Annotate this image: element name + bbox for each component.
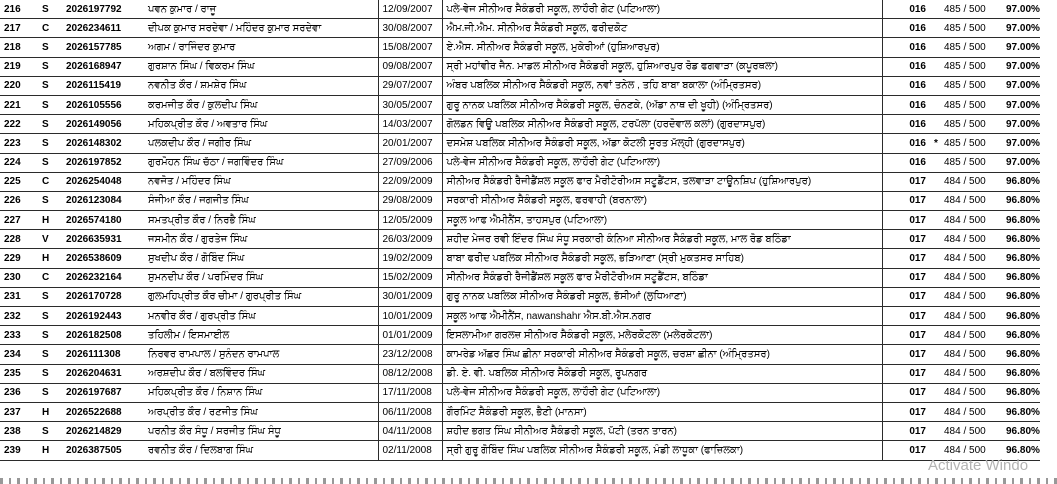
school-name-cell: ਅੰਬਰ ਪਬਲਿਕ ਸੀਨੀਅਰ ਸੈਕੰਡਰੀ ਸਕੂਲ, ਨਵਾਂ ਤਨੇਲ , ਤਹਿ ਬਾਬਾ ਬਕਾਲਾ (ਅੰਮ੍ਰਿਤਸਰ)	[442, 76, 882, 95]
marks-cell: 484 / 500	[940, 441, 1002, 460]
rank-cell: 231	[0, 287, 38, 306]
date-of-birth-cell: 04/11/2008	[378, 422, 442, 441]
table-row	[0, 172, 1040, 191]
percentage-cell: 96.80%	[1002, 287, 1040, 306]
position-code-cell: 016	[882, 38, 930, 57]
roll-number-cell: 2026232164	[62, 268, 144, 287]
date-of-birth-cell: 30/05/2007	[378, 95, 442, 114]
school-name-cell: ਪਲੇ-ਵੇਜ ਸੀਨੀਅਰ ਸੈਕੰਡਰੀ ਸਕੂਲ, ਲਾਹੌਰੀ ਗੇਟ (ਪਟਿਆਲਾ)	[442, 153, 882, 172]
percentage-cell: 96.80%	[1002, 268, 1040, 287]
category-cell: S	[38, 76, 62, 95]
position-code-cell: 017	[882, 402, 930, 421]
roll-number-cell: 2026170728	[62, 287, 144, 306]
roll-number-cell: 2026168947	[62, 57, 144, 76]
star-mark-cell	[930, 172, 940, 191]
roll-number-cell: 2026149056	[62, 115, 144, 134]
table-row	[0, 211, 1040, 230]
marks-cell: 485 / 500	[940, 95, 1002, 114]
percentage-cell: 97.00%	[1002, 95, 1040, 114]
marks-cell: 484 / 500	[940, 422, 1002, 441]
rank-cell: 216	[0, 0, 38, 19]
rank-cell: 223	[0, 134, 38, 153]
rank-cell: 239	[0, 441, 38, 460]
star-mark-cell	[930, 287, 940, 306]
roll-number-cell: 2026635931	[62, 230, 144, 249]
roll-number-cell: 2026157785	[62, 38, 144, 57]
rank-cell: 232	[0, 307, 38, 326]
roll-number-cell: 2026522688	[62, 402, 144, 421]
student-name-cell: ਮਹਿਕਪ੍ਰੀਤ ਕੌਰ / ਨਿਸ਼ਾਨ ਸਿੰਘ	[144, 383, 378, 402]
category-cell: S	[38, 38, 62, 57]
date-of-birth-cell: 02/11/2008	[378, 441, 442, 460]
student-name-cell: ਗੁਲਮਹਿਪ੍ਰੀਤ ਕੌਰ ਚੀਮਾ / ਗੁਰਪ੍ਰੀਤ ਸਿੰਘ	[144, 287, 378, 306]
date-of-birth-cell: 29/08/2009	[378, 191, 442, 210]
category-cell: S	[38, 134, 62, 153]
star-mark-cell	[930, 153, 940, 172]
table-row	[0, 57, 1040, 76]
student-name-cell: ਗੁਰਮੋਹਨ ਸਿੰਘ ਚੱਠਾ / ਜਗਵਿੰਦਰ ਸਿੰਘ	[144, 153, 378, 172]
school-name-cell: ਸੀਨੀਅਰ ਸੈਕੰਡਰੀ ਰੈਜੀਡੈਂਸ਼ਲ ਸਕੂਲ ਫਾਰ ਮੈਰੀਟੋਰੀਅਸ ਸਟੂਡੈਂਟਸ, ਤਲਵਾੜਾ ਟਾਊਨਸ਼ਿਪ (ਹੁਸ਼ਿਆਰਪੁਰ)	[442, 172, 882, 191]
rank-cell: 230	[0, 268, 38, 287]
school-name-cell: ਡੀ. ਏ. ਵੀ. ਪਬਲਿਕ ਸੀਨੀਅਰ ਸੈਕੰਡਰੀ ਸਕੂਲ, ਰੂਪਨਗਰ	[442, 364, 882, 383]
school-name-cell: ਸੀਨੀਅਰ ਸੈਕੰਡਰੀ ਰੈਜੀਡੈਂਸ਼ਲ ਸਕੂਲ ਫਾਰ ਮੈਰੀਟੋਰੀਅਸ ਸਟੂਡੈਂਟਸ, ਬਠਿੰਡਾ	[442, 268, 882, 287]
table-row	[0, 422, 1040, 441]
school-name-cell: ਗੁਰੂ ਨਾਨਕ ਪਬਲਿਕ ਸੀਨੀਅਰ ਸੈਕੰਡਰੀ ਸਕੂਲ, ਚੰਨਣਕੇ, (ਅੱਡਾ ਨਾਥ ਦੀ ਖੂਹੀ) (ਅੰਮ੍ਰਿਤਸਰ)	[442, 95, 882, 114]
date-of-birth-cell: 27/09/2006	[378, 153, 442, 172]
position-code-cell: 016	[882, 115, 930, 134]
category-cell: H	[38, 441, 62, 460]
marks-cell: 484 / 500	[940, 287, 1002, 306]
percentage-cell: 96.80%	[1002, 441, 1040, 460]
rank-cell: 217	[0, 19, 38, 38]
table-row	[0, 19, 1040, 38]
rank-cell: 237	[0, 402, 38, 421]
category-cell: S	[38, 326, 62, 345]
student-name-cell: ਸੰਜੀਆ ਕੌਰ / ਜਗਜੀਤ ਸਿੰਘ	[144, 191, 378, 210]
percentage-cell: 97.00%	[1002, 76, 1040, 95]
star-mark-cell	[930, 19, 940, 38]
marks-cell: 485 / 500	[940, 153, 1002, 172]
date-of-birth-cell: 30/08/2007	[378, 19, 442, 38]
student-name-cell: ਸੁਮਨਦੀਪ ਕੌਰ / ਪਰਮਿੰਦਰ ਸਿੰਘ	[144, 268, 378, 287]
position-code-cell: 017	[882, 422, 930, 441]
star-mark-cell	[930, 76, 940, 95]
category-cell: S	[38, 383, 62, 402]
star-mark-cell	[930, 0, 940, 19]
roll-number-cell: 2026197792	[62, 0, 144, 19]
date-of-birth-cell: 15/08/2007	[378, 38, 442, 57]
star-mark-cell	[930, 402, 940, 421]
star-mark-cell	[930, 38, 940, 57]
student-name-cell: ਅਗਮ / ਰਾਜਿੰਦਰ ਕੁਮਾਰ	[144, 38, 378, 57]
position-code-cell: 017	[882, 345, 930, 364]
position-code-cell: 017	[882, 307, 930, 326]
date-of-birth-cell: 30/01/2009	[378, 287, 442, 306]
star-mark-cell	[930, 326, 940, 345]
percentage-cell: 96.80%	[1002, 249, 1040, 268]
date-of-birth-cell: 01/01/2009	[378, 326, 442, 345]
marks-cell: 484 / 500	[940, 211, 1002, 230]
category-cell: S	[38, 422, 62, 441]
rank-cell: 233	[0, 326, 38, 345]
table-row	[0, 95, 1040, 114]
position-code-cell: 016	[882, 153, 930, 172]
percentage-cell: 96.80%	[1002, 345, 1040, 364]
star-mark-cell	[930, 211, 940, 230]
table-row	[0, 364, 1040, 383]
student-name-cell: ਪਲਕਦੀਪ ਕੌਰ / ਜਗੀਰ ਸਿੰਘ	[144, 134, 378, 153]
percentage-cell: 97.00%	[1002, 57, 1040, 76]
percentage-cell: 97.00%	[1002, 115, 1040, 134]
roll-number-cell: 2026538609	[62, 249, 144, 268]
school-name-cell: ਗੁਰੂ ਨਾਨਕ ਪਬਲਿਕ ਸੀਨੀਅਰ ਸੈਕੰਡਰੀ ਸਕੂਲ, ਭੱਸੀਆਂ (ਲੁਧਿਆਣਾ)	[442, 287, 882, 306]
rank-cell: 222	[0, 115, 38, 134]
school-name-cell: ਸਕੂਲ ਆਫ ਐਮੀਨੈਂਸ, ਤਾਹਸਪੁਰ (ਪਟਿਆਲਾ)	[442, 211, 882, 230]
position-code-cell: 017	[882, 268, 930, 287]
percentage-cell: 96.80%	[1002, 402, 1040, 421]
category-cell: V	[38, 230, 62, 249]
position-code-cell: 017	[882, 230, 930, 249]
category-cell: S	[38, 345, 62, 364]
student-name-cell: ਗੁਰਸ਼ਾਨ ਸਿੰਘ / ਵਿਕਰਮ ਸਿੰਘ	[144, 57, 378, 76]
category-cell: S	[38, 307, 62, 326]
position-code-cell: 017	[882, 287, 930, 306]
school-name-cell: ਕਾਮਰੇਡ ਅੱਛਰ ਸਿੰਘ ਛੀਨਾ ਸਰਕਾਰੀ ਸੀਨੀਅਰ ਸੈਕੰਡਰੀ ਸਕੂਲ, ਚਰਸ਼ਾ ਛੀਨਾ (ਅੰਮ੍ਰਿਤਸਰ)	[442, 345, 882, 364]
marks-cell: 484 / 500	[940, 402, 1002, 421]
position-code-cell: 016	[882, 76, 930, 95]
marks-cell: 484 / 500	[940, 191, 1002, 210]
date-of-birth-cell: 23/12/2008	[378, 345, 442, 364]
marks-cell: 484 / 500	[940, 172, 1002, 191]
percentage-cell: 96.80%	[1002, 364, 1040, 383]
rank-cell: 235	[0, 364, 38, 383]
marks-cell: 485 / 500	[940, 115, 1002, 134]
school-name-cell: ਪਲੇ-ਵੇਜ ਸੀਨੀਅਰ ਸੈਕੰਡਰੀ ਸਕੂਲ, ਲਾਹੌਰੀ ਗੇਟ (ਪਟਿਆਲਾ)	[442, 383, 882, 402]
category-cell: H	[38, 402, 62, 421]
roll-number-cell: 2026115419	[62, 76, 144, 95]
percentage-cell: 96.80%	[1002, 172, 1040, 191]
date-of-birth-cell: 08/12/2008	[378, 364, 442, 383]
school-name-cell: ਸਰਕਾਰੀ ਸੀਨੀਅਰ ਸੈਕੰਡਰੀ ਸਕੂਲ, ਫਰਵਾਹੀ (ਬਰਨਾਲਾ)	[442, 191, 882, 210]
student-name-cell: ਨਵਜੋਤ / ਮਹਿੰਦਰ ਸਿੰਘ	[144, 172, 378, 191]
school-name-cell: ਸ਼ਹੀਦ ਮੇਜਰ ਰਵੀ ਇੰਦਰ ਸਿੰਘ ਸੰਧੂ ਸਰਕਾਰੀ ਕੰਨਿਆ ਸੀਨੀਅਰ ਸੈਕੰਡਰੀ ਸਕੂਲ, ਮਾਲ ਰੋਡ ਬਠਿੰਡਾ	[442, 230, 882, 249]
activation-watermark: Activate Windo	[928, 457, 1029, 474]
date-of-birth-cell: 06/11/2008	[378, 402, 442, 421]
position-code-cell: 017	[882, 172, 930, 191]
marks-cell: 484 / 500	[940, 249, 1002, 268]
category-cell: S	[38, 153, 62, 172]
rank-cell: 238	[0, 422, 38, 441]
marks-cell: 484 / 500	[940, 230, 1002, 249]
student-name-cell: ਅਰਪ੍ਰੀਤ ਕੌਰ / ਰਣਜੀਤ ਸਿੰਘ	[144, 402, 378, 421]
star-mark-cell	[930, 383, 940, 402]
table-row	[0, 0, 1040, 19]
school-name-cell: ਸ਼ਹੀਦ ਭਗਤ ਸਿੰਘ ਸੀਨੀਅਰ ਸੈਕੰਡਰੀ ਸਕੂਲ, ਪੱਟੀ (ਤਰਨ ਤਾਰਨ)	[442, 422, 882, 441]
table-row	[0, 402, 1040, 421]
table-row	[0, 383, 1040, 402]
percentage-cell: 97.00%	[1002, 19, 1040, 38]
student-name-cell: ਅਰਸ਼ਦੀਪ ਕੌਰ / ਬਲਵਿੰਦਰ ਸਿੰਘ	[144, 364, 378, 383]
date-of-birth-cell: 15/02/2009	[378, 268, 442, 287]
student-name-cell: ਕਰਮਜੀਤ ਕੌਰ / ਕੁਲਦੀਪ ਸਿੰਘ	[144, 95, 378, 114]
date-of-birth-cell: 09/08/2007	[378, 57, 442, 76]
table-row	[0, 345, 1040, 364]
student-name-cell: ਤਹਿਲੀਮ / ਇਸਮਾਈਲ	[144, 326, 378, 345]
date-of-birth-cell: 22/09/2009	[378, 172, 442, 191]
star-mark-cell	[930, 422, 940, 441]
percentage-cell: 96.80%	[1002, 211, 1040, 230]
date-of-birth-cell: 10/01/2009	[378, 307, 442, 326]
position-code-cell: 016	[882, 57, 930, 76]
position-code-cell: 017	[882, 383, 930, 402]
rank-cell: 220	[0, 76, 38, 95]
table-row	[0, 134, 1040, 153]
date-of-birth-cell: 14/03/2007	[378, 115, 442, 134]
table-row	[0, 230, 1040, 249]
position-code-cell: 016	[882, 95, 930, 114]
date-of-birth-cell: 12/05/2009	[378, 211, 442, 230]
roll-number-cell: 2026197687	[62, 383, 144, 402]
table-row	[0, 38, 1040, 57]
marks-cell: 484 / 500	[940, 345, 1002, 364]
rank-cell: 226	[0, 191, 38, 210]
date-of-birth-cell: 17/11/2008	[378, 383, 442, 402]
table-row	[0, 287, 1040, 306]
table-row	[0, 115, 1040, 134]
marks-cell: 485 / 500	[940, 57, 1002, 76]
star-mark-cell	[930, 364, 940, 383]
student-name-cell: ਸੁਖਦੀਪ ਕੌਰ / ਗੋਬਿੰਦ ਸਿੰਘ	[144, 249, 378, 268]
percentage-cell: 96.80%	[1002, 326, 1040, 345]
category-cell: S	[38, 57, 62, 76]
student-name-cell: ਮਨਵੀਰ ਕੌਰ / ਗੁਰਪ੍ਰੀਤ ਸਿੰਘ	[144, 307, 378, 326]
roll-number-cell: 2026192443	[62, 307, 144, 326]
rank-cell: 225	[0, 172, 38, 191]
star-mark-cell	[930, 307, 940, 326]
table-row	[0, 268, 1040, 287]
star-mark-cell	[930, 115, 940, 134]
school-name-cell: ਗੋਲਡਨ ਵਿਊ ਪਬਲਿਕ ਸੀਨੀਅਰ ਸੈਕੰਡਰੀ ਸਕੂਲ, ਟਰਪੱਲਾ (ਹਰਦੋਵਾਲ ਕਲਾਂ) (ਗੁਰਦਾਸਪੁਰ)	[442, 115, 882, 134]
position-code-cell: 017	[882, 326, 930, 345]
percentage-cell: 97.00%	[1002, 153, 1040, 172]
marks-cell: 484 / 500	[940, 268, 1002, 287]
star-mark-cell	[930, 191, 940, 210]
rank-cell: 221	[0, 95, 38, 114]
rank-cell: 219	[0, 57, 38, 76]
rank-cell: 224	[0, 153, 38, 172]
roll-number-cell: 2026387505	[62, 441, 144, 460]
position-code-cell: 017	[882, 249, 930, 268]
position-code-cell: 016	[882, 19, 930, 38]
roll-number-cell: 2026254048	[62, 172, 144, 191]
school-name-cell: ਪਲੇ-ਵੇਜ ਸੀਨੀਅਰ ਸੈਕੰਡਰੀ ਸਕੂਲ, ਲਾਹੌਰੀ ਗੇਟ (ਪਟਿਆਲਾ)	[442, 0, 882, 19]
category-cell: S	[38, 287, 62, 306]
table-row	[0, 76, 1040, 95]
table-row	[0, 191, 1040, 210]
marks-cell: 485 / 500	[940, 134, 1002, 153]
school-name-cell: ਗੌਰਮਿੰਟ ਸੈਕੰਡਰੀ ਸਕੂਲ, ਭੈਣੀ (ਮਾਨਸਾ)	[442, 402, 882, 421]
student-name-cell: ਰਵਨੀਤ ਕੌਰ / ਦਿਲਬਾਗ ਸਿੰਘ	[144, 441, 378, 460]
percentage-cell: 96.80%	[1002, 191, 1040, 210]
rank-cell: 228	[0, 230, 38, 249]
category-cell: H	[38, 211, 62, 230]
rank-cell: 227	[0, 211, 38, 230]
percentage-cell: 96.80%	[1002, 307, 1040, 326]
table-row	[0, 249, 1040, 268]
marks-cell: 485 / 500	[940, 38, 1002, 57]
table-row	[0, 153, 1040, 172]
position-code-cell: 016	[882, 134, 930, 153]
table-row	[0, 441, 1040, 460]
student-name-cell: ਜਸਮੀਨ ਕੌਰ / ਗੁਰਤੇਜ ਸਿੰਘ	[144, 230, 378, 249]
rank-cell: 229	[0, 249, 38, 268]
category-cell: C	[38, 19, 62, 38]
category-cell: H	[38, 249, 62, 268]
roll-number-cell: 2026123084	[62, 191, 144, 210]
school-name-cell: ਇਸਲਾਮੀਆ ਗਰਲਜ਼ ਸੀਨੀਅਰ ਸੈਕੰਡਰੀ ਸਕੂਲ, ਮਲੇਰਕੋਟਲਾ (ਮਲੇਰਕੋਟਲਾ)	[442, 326, 882, 345]
school-name-cell: ਦਸਮੇਸ਼ ਪਬਲਿਕ ਸੀਨੀਅਰ ਸੈਕੰਡਰੀ ਸਕੂਲ, ਅੱਡਾ ਕੋਟਲੀ ਸੂਰਤ ਮੱਲ੍ਹੀ (ਗੁਰਦਾਸਪੁਰ)	[442, 134, 882, 153]
category-cell: S	[38, 95, 62, 114]
student-name-cell: ਨਿਰਵਰ ਰਾਮਪਾਲ / ਸੁਨੰਦਨ ਰਾਮਪਾਲ	[144, 345, 378, 364]
date-of-birth-cell: 19/02/2009	[378, 249, 442, 268]
roll-number-cell: 2026105556	[62, 95, 144, 114]
percentage-cell: 97.00%	[1002, 0, 1040, 19]
marks-cell: 485 / 500	[940, 19, 1002, 38]
category-cell: C	[38, 268, 62, 287]
school-name-cell: ਸਕੂਲ ਆਫ ਐਮੀਨੈਂਸ, nawanshahr ਐਸ.ਬੀ.ਐਸ.ਨਗਰ	[442, 307, 882, 326]
category-cell: S	[38, 191, 62, 210]
star-mark-cell	[930, 249, 940, 268]
rank-cell: 234	[0, 345, 38, 364]
date-of-birth-cell: 20/01/2007	[378, 134, 442, 153]
category-cell: C	[38, 172, 62, 191]
roll-number-cell: 2026111308	[62, 345, 144, 364]
category-cell: S	[38, 115, 62, 134]
roll-number-cell: 2026148302	[62, 134, 144, 153]
student-name-cell: ਦੀਪਕ ਕੁਮਾਰ ਸਰਦੇਵਾ / ਮਹਿੰਦਰ ਕੁਮਾਰ ਸਰਦੇਵਾ	[144, 19, 378, 38]
roll-number-cell: 2026234611	[62, 19, 144, 38]
date-of-birth-cell: 26/03/2009	[378, 230, 442, 249]
percentage-cell: 97.00%	[1002, 134, 1040, 153]
percentage-cell: 96.80%	[1002, 422, 1040, 441]
school-name-cell: ਬਾਬਾ ਫਰੀਦ ਪਬਲਿਕ ਸੀਨੀਅਰ ਸੈਕੰਡਰੀ ਸਕੂਲ, ਭੜਿਆਣਾ (ਸ੍ਰੀ ਮੁਕਤਸਰ ਸਾਹਿਬ)	[442, 249, 882, 268]
percentage-cell: 96.80%	[1002, 230, 1040, 249]
position-code-cell: 016	[882, 0, 930, 19]
star-mark-cell	[930, 268, 940, 287]
student-name-cell: ਪਵਨ ਕੁਮਾਰ / ਰਾਜੂ	[144, 0, 378, 19]
roll-number-cell: 2026204631	[62, 364, 144, 383]
date-of-birth-cell: 12/09/2007	[378, 0, 442, 19]
star-mark-cell	[930, 230, 940, 249]
school-name-cell: ਏ.ਐਸ. ਸੀਨੀਅਰ ਸੈਕੰਡਰੀ ਸਕੂਲ, ਮੁਕੇਰੀਆਂ (ਹੁਸ਼ਿਆਰਪੁਰ)	[442, 38, 882, 57]
category-cell: S	[38, 364, 62, 383]
position-code-cell: 017	[882, 364, 930, 383]
roll-number-cell: 2026214829	[62, 422, 144, 441]
student-name-cell: ਸਮਤਪ੍ਰੀਤ ਕੌਰ / ਨਿਰਭੈ ਸਿੰਘ	[144, 211, 378, 230]
student-name-cell: ਮਹਿਕਪ੍ਰੀਤ ਕੌਰ / ਅਵਤਾਰ ਸਿੰਘ	[144, 115, 378, 134]
star-mark-cell: *	[930, 134, 940, 153]
marks-cell: 485 / 500	[940, 0, 1002, 19]
star-mark-cell	[930, 345, 940, 364]
table-row	[0, 307, 1040, 326]
percentage-cell: 97.00%	[1002, 38, 1040, 57]
position-code-cell: 017	[882, 191, 930, 210]
student-name-cell: ਪਰਨੀਤ ਕੌਰ ਸੰਧੂ / ਸਰਜੀਤ ਸਿੰਘ ਸੰਧੂ	[144, 422, 378, 441]
marks-cell: 484 / 500	[940, 326, 1002, 345]
rank-cell: 218	[0, 38, 38, 57]
position-code-cell: 017	[882, 441, 930, 460]
student-name-cell: ਨਵਨੀਤ ਕੌਰ / ਸ਼ਮਸ਼ੇਰ ਸਿੰਘ	[144, 76, 378, 95]
roll-number-cell: 2026574180	[62, 211, 144, 230]
percentage-cell: 96.80%	[1002, 383, 1040, 402]
school-name-cell: ਸ੍ਰੀ ਮਹਾਂਵੀਰ ਜੈਨ. ਮਾਡਲ ਸੀਨੀਅਰ ਸੈਕੰਡਰੀ ਸਕੂਲ, ਹੁਸ਼ਿਆਰਪੁਰ ਰੋਡ ਫਗਵਾੜਾ (ਕਪੂਰਥਲਾ)	[442, 57, 882, 76]
marks-cell: 484 / 500	[940, 307, 1002, 326]
school-name-cell: ਐਮ.ਜੀ.ਐਮ. ਸੀਨੀਅਰ ਸੈਕੰਡਰੀ ਸਕੂਲ, ਫਰੀਦਕੋਟ	[442, 19, 882, 38]
category-cell: S	[38, 0, 62, 19]
table-row	[0, 326, 1040, 345]
star-mark-cell	[930, 57, 940, 76]
school-name-cell: ਸ੍ਰੀ ਗੁਰੂ ਗੋਬਿੰਦ ਸਿੰਘ ਪਬਲਿਕ ਸੀਨੀਅਰ ਸੈਕੰਡਰੀ ਸਕੂਲ, ਮੰਡੀ ਲਾਧੂਕਾ (ਫਾਜ਼ਿਲਕਾ)	[442, 441, 882, 460]
roll-number-cell: 2026197852	[62, 153, 144, 172]
marks-cell: 484 / 500	[940, 383, 1002, 402]
roll-number-cell: 2026182508	[62, 326, 144, 345]
marks-cell: 484 / 500	[940, 364, 1002, 383]
date-of-birth-cell: 29/07/2007	[378, 76, 442, 95]
position-code-cell: 017	[882, 211, 930, 230]
next-row-cutoff	[0, 478, 1057, 484]
star-mark-cell	[930, 95, 940, 114]
marks-cell: 485 / 500	[940, 76, 1002, 95]
rank-cell: 236	[0, 383, 38, 402]
